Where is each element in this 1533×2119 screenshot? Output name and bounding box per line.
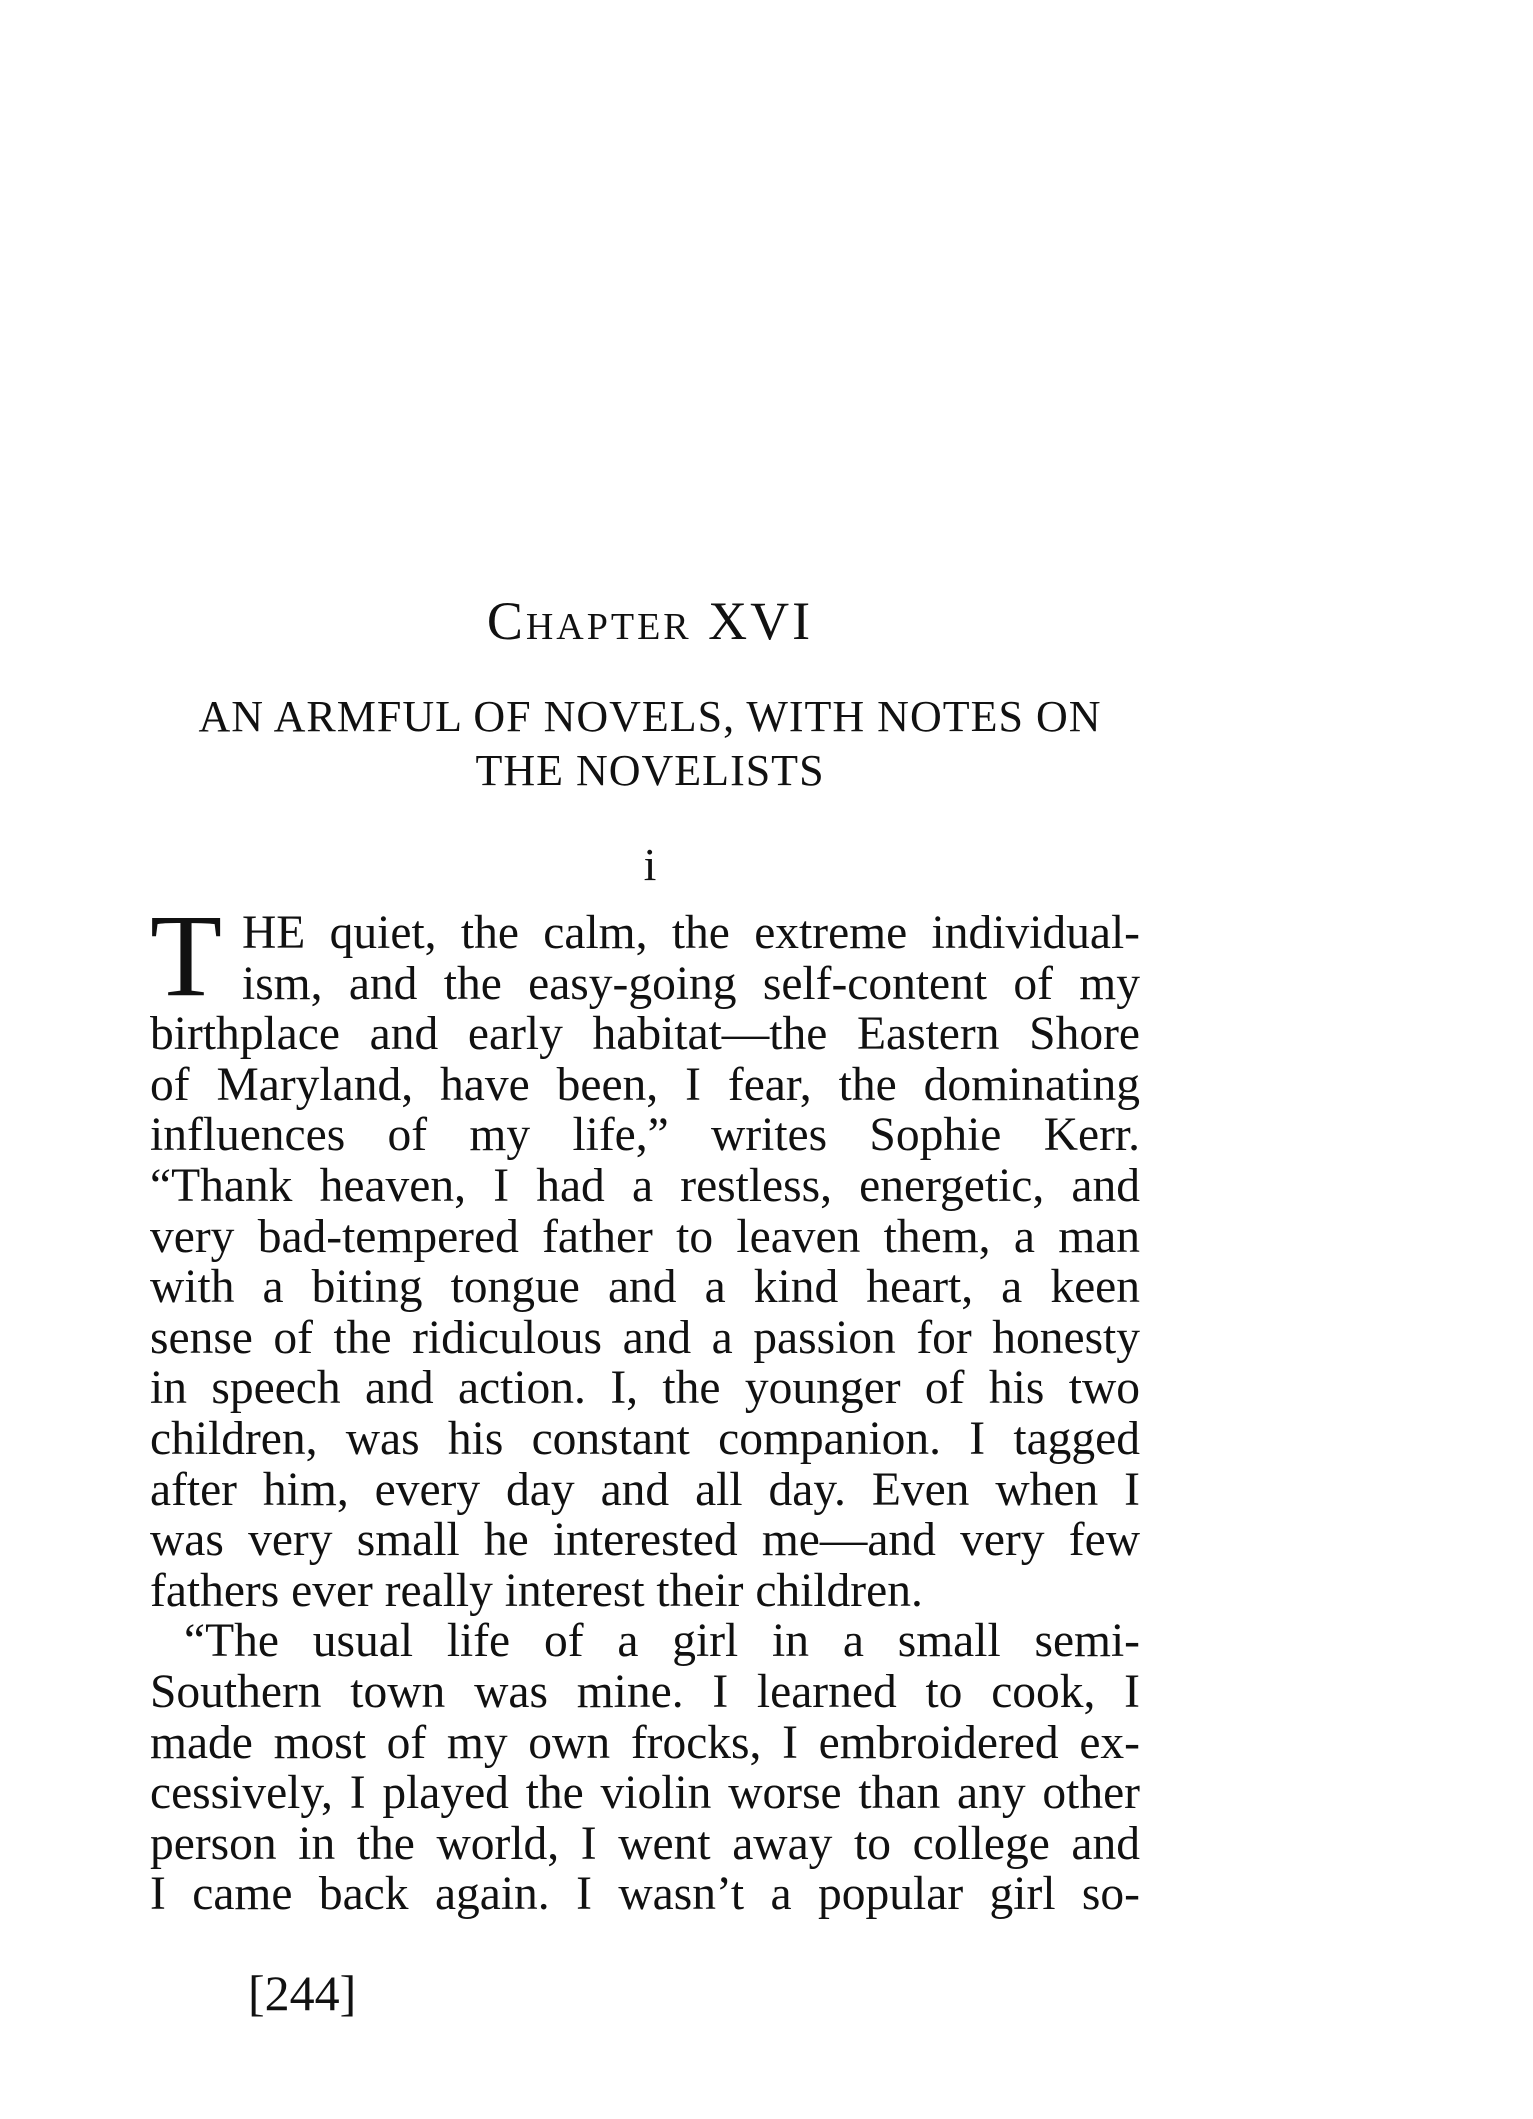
text-line: after him, every day and all day. Even when I: [150, 1463, 1140, 1516]
chapter-title-line: THE NOVELISTS: [475, 746, 825, 795]
body-text: [150, 890, 1140, 1921]
text-line: ism, and the easy-going self-content of my: [242, 957, 1140, 1010]
page-number: [244]: [248, 1965, 357, 2021]
text-line: with a biting tongue and a kind heart, a keen: [150, 1261, 1140, 1314]
section-marker: i: [643, 839, 657, 890]
text-line: “The usual life of a girl in a small semi-: [184, 1615, 1140, 1668]
text-line: HE quiet, the calm, the extreme individual-: [242, 907, 1140, 959]
text-line: birthplace and early habitat—the Eastern Shore: [150, 1008, 1140, 1061]
drop-cap: T: [150, 890, 223, 1021]
text-line: in speech and action. I, the younger of his two: [150, 1362, 1140, 1415]
text-line: was very small he interested me—and very few: [150, 1514, 1140, 1567]
text-line: very bad-tempered father to leaven them, a man: [150, 1210, 1140, 1263]
chapter-label: Chapter XVI: [486, 591, 814, 651]
chapter-title: [150, 690, 1150, 798]
text-line: sense of the ridiculous and a passion for honesty: [150, 1311, 1140, 1364]
text-line: I came back again. I wasn’t a popular girl so-: [150, 1868, 1140, 1921]
text-line: cessively, I played the violin worse than any other: [150, 1767, 1140, 1820]
text-line: “Thank heaven, I had a restless, energetic, and: [150, 1159, 1140, 1212]
text-line: person in the world, I went away to college and: [150, 1817, 1140, 1870]
text-line: of Maryland, have been, I fear, the dominating: [150, 1058, 1140, 1111]
text-line: made most of my own frocks, I embroidered ex-: [150, 1716, 1140, 1769]
text-line: influences of my life,” writes Sophie Kerr.: [150, 1109, 1140, 1162]
chapter-title-line: AN ARMFUL OF NOVELS, WITH NOTES ON: [198, 692, 1102, 741]
text-line: children, was his constant companion. I tagged: [150, 1412, 1140, 1465]
text-line: Southern town was mine. I learned to cook, I: [150, 1665, 1140, 1718]
text-line: fathers ever really interest their children.: [150, 1564, 923, 1617]
